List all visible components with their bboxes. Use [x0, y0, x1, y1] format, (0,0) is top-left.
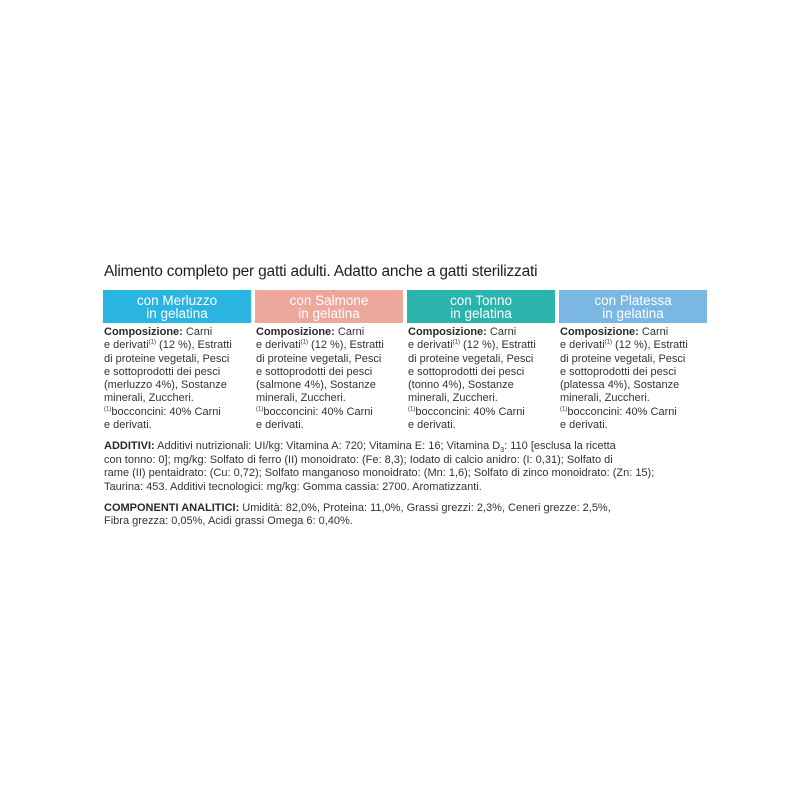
variant-merluzzo [103, 290, 251, 432]
variant-composition [407, 326, 555, 432]
composition-text: e derivati [408, 339, 453, 352]
composition-text: e sottoprodotti dei pesci [560, 365, 677, 378]
footnote-marker: (1) [148, 339, 156, 346]
footnote-marker: (1) [104, 406, 112, 413]
composition-text: (tonno 4%), Sostanze [408, 379, 514, 392]
composition-text: e derivati [256, 339, 301, 352]
analytical-components-label: COMPONENTI ANALITICI: [104, 502, 240, 514]
footnote-marker: (1) [560, 406, 568, 413]
composition-text: e derivati [560, 339, 605, 352]
composition-text: (12 %), Estratti [459, 339, 536, 352]
footnote-text: e derivati. [104, 419, 152, 432]
variant-composition [255, 326, 403, 432]
composition-label: Composizione: [560, 326, 639, 338]
variant-salmone [255, 290, 403, 432]
variant-tonno [407, 290, 555, 432]
composition-text: minerali, Zuccheri. [256, 392, 346, 405]
footnote-marker: (1) [256, 406, 264, 413]
variant-title-line1: con Platessa [594, 292, 672, 308]
analytical-components-section [103, 502, 711, 529]
composition-text: di proteine vegetali, Pesci [256, 352, 382, 365]
composition-text: e sottoprodotti dei pesci [104, 365, 221, 378]
additives-text: Additivi nutrizionali: UI/kg: Vitamina A: 720; Vitamina E: 16; Vitamina D [154, 440, 501, 453]
footnote-marker: (1) [300, 339, 308, 346]
composition-text: Carni [641, 326, 669, 338]
footnote-marker: (1) [604, 339, 612, 346]
footnote-text: bocconcini: 40% Carni [415, 405, 525, 418]
composition-text: e sottoprodotti dei pesci [256, 365, 373, 378]
composition-text: e derivati [104, 339, 149, 352]
composition-text: minerali, Zuccheri. [560, 392, 650, 405]
footnote-marker: (1) [408, 406, 416, 413]
additives-text: : 110 [esclusa la ricetta [504, 440, 616, 453]
composition-text: (12 %), Estratti [155, 339, 232, 352]
composition-text: Carni [337, 326, 365, 338]
variant-header [255, 290, 403, 323]
footnote-text: e derivati. [408, 419, 456, 432]
composition-text: di proteine vegetali, Pesci [560, 352, 686, 365]
additives-text: con tonno: 0]; mg/kg: Solfato di ferro (II) monoidrato: (Fe: 8,3); Iodato di calcio anidro: (I: 0,31); Solfato di [104, 453, 613, 466]
analytical-components-text: Umidità: 82,0%, Proteina: 11,0%, Grassi grezzi: 2,3%, Ceneri grezze: 2,5%, [239, 502, 611, 514]
composition-text: Carni [185, 326, 213, 338]
additives-section [103, 440, 711, 494]
footnote-text: bocconcini: 40% Carni [263, 405, 373, 418]
composition-text: e sottoprodotti dei pesci [408, 365, 525, 378]
composition-text: (salmone 4%), Sostanze [256, 379, 376, 392]
additives-text: Taurina: 453. Additivi tecnologici: mg/kg: Gomma cassia: 2700. Aromatizzanti. [104, 480, 482, 493]
footnote-text: bocconcini: 40% Carni [111, 405, 221, 418]
variant-composition [103, 326, 251, 432]
composition-label: Composizione: [408, 326, 487, 338]
composition-text: minerali, Zuccheri. [104, 392, 194, 405]
composition-text: di proteine vegetali, Pesci [408, 352, 534, 365]
variant-title-line2: in gelatina [298, 305, 360, 321]
composition-label: Composizione: [104, 326, 183, 338]
variant-title-line1: con Tonno [449, 292, 513, 308]
analytical-components-text: Fibra grezza: 0,05%, Acidi grassi Omega 6: 0,40%. [104, 515, 353, 528]
variant-header [407, 290, 555, 323]
additives-text: rame (II) pentaidrato: (Cu: 0,72); Solfato manganoso monoidrato: (Mn: 1,6); Solfato di zinco monoidrato: (Zn: 15); [104, 467, 655, 480]
variant-header [559, 290, 707, 323]
footnote-marker: (1) [452, 339, 460, 346]
additives-label: ADDITIVI: [104, 440, 155, 453]
variant-list [103, 290, 711, 432]
variant-title-line2: in gelatina [450, 305, 512, 321]
variant-composition [559, 326, 707, 432]
variant-title-line1: con Salmone [289, 292, 369, 308]
composition-text: (platessa 4%), Sostanze [560, 379, 680, 392]
composition-label: Composizione: [256, 326, 335, 338]
footnote-text: e derivati. [560, 419, 608, 432]
variant-platessa [559, 290, 707, 432]
product-headline: Alimento completo per gatti adulti. Adatto anche a gatti sterilizzati [104, 263, 538, 280]
subscript: 3 [500, 447, 505, 455]
footnote-text: e derivati. [256, 419, 304, 432]
composition-text: minerali, Zuccheri. [408, 392, 498, 405]
composition-text: di proteine vegetali, Pesci [104, 352, 230, 365]
footnote-text: bocconcini: 40% Carni [567, 405, 677, 418]
variant-title-line1: con Merluzzo [136, 292, 218, 308]
variant-title-line2: in gelatina [146, 305, 208, 321]
variant-header [103, 290, 251, 323]
composition-text: Carni [489, 326, 517, 338]
composition-text: (12 %), Estratti [611, 339, 688, 352]
product-label [103, 263, 711, 529]
variant-title-line2: in gelatina [602, 305, 664, 321]
composition-text: (merluzzo 4%), Sostanze [104, 379, 227, 392]
composition-text: (12 %), Estratti [307, 339, 384, 352]
